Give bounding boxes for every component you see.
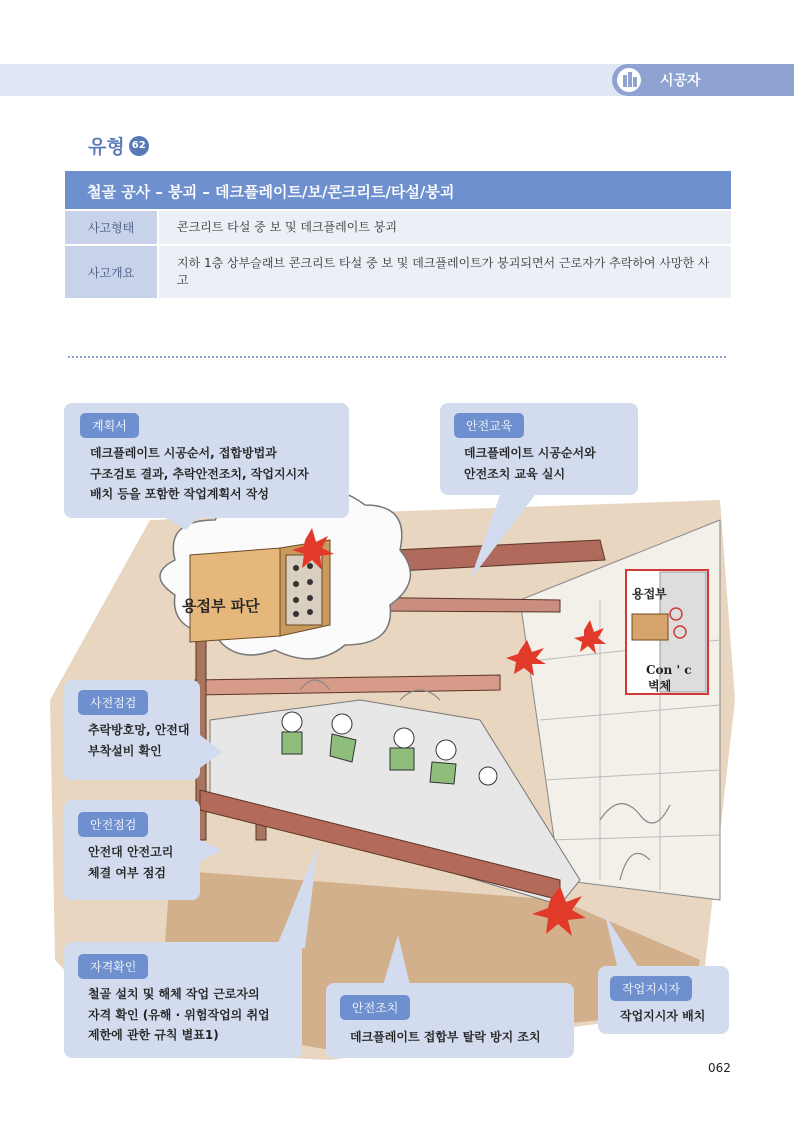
accident-type-value: 콘크리트 타설 중 보 및 데크플레이트 붕괴 bbox=[159, 211, 731, 244]
accident-summary-label: 사고개요 bbox=[65, 246, 157, 298]
supervisor-text: 작업지시자 배치 bbox=[620, 1009, 706, 1023]
ibeam-end bbox=[190, 548, 280, 642]
type-number: 62 bbox=[129, 136, 149, 156]
type-heading bbox=[88, 132, 149, 159]
accident-type-label: 사고형태 bbox=[65, 211, 157, 244]
type-label: 유형 bbox=[88, 136, 125, 158]
page-number: 062 bbox=[708, 1061, 731, 1075]
concrete-label: Con ' c bbox=[646, 663, 692, 677]
measure-tag: 안전조치 bbox=[340, 995, 410, 1020]
safetycheck-text: 안전대 안전고리 체결 여부 점검 bbox=[88, 845, 174, 880]
callout-measure bbox=[326, 983, 574, 1058]
callout-education bbox=[440, 403, 638, 495]
inset-beam bbox=[632, 614, 668, 640]
qualification-tag: 자격확인 bbox=[78, 954, 148, 979]
supervisor-tag: 작업지시자 bbox=[610, 976, 692, 1001]
accident-title: 철골 공사 – 붕괴 – 데크플레이트/보/콘크리트/타설/붕괴 bbox=[65, 171, 731, 209]
callout-supervisor bbox=[598, 966, 729, 1034]
accident-summary-row bbox=[65, 246, 731, 298]
measure-text: 데크플레이트 접합부 탈락 방지 조치 bbox=[350, 1030, 541, 1044]
accident-summary-value: 지하 1층 상부슬래브 콘크리트 타설 중 보 및 데크플레이트가 붕괴되면서 근로자가 추락하여 사망한 사고 bbox=[159, 246, 731, 298]
plan-tag: 계획서 bbox=[80, 413, 139, 438]
education-text: 데크플레이트 시공순서와 안전조치 교육 실시 bbox=[464, 446, 596, 481]
building-icon bbox=[617, 68, 641, 92]
safetycheck-tag: 안전점검 bbox=[78, 812, 148, 837]
plan-text: 데크플레이트 시공순서, 접합방법과 구조검토 결과, 추락안전조치, 작업지시자 배치 등을 포함한 작업계획서 작성 bbox=[90, 446, 309, 502]
callout-precheck bbox=[64, 680, 200, 780]
callout-qualification bbox=[64, 942, 302, 1058]
callout-safetycheck bbox=[64, 800, 200, 900]
section-divider bbox=[68, 356, 726, 358]
education-tag: 안전교육 bbox=[454, 413, 524, 438]
weld-break-label: 용접부 파단 bbox=[182, 597, 260, 615]
role-label: 시공자 bbox=[660, 73, 701, 89]
accident-type-row bbox=[65, 211, 731, 244]
precheck-text: 추락방호망, 안전대 부착설비 확인 bbox=[88, 723, 190, 758]
qualification-text: 철골 설치 및 해체 작업 근로자의 자격 확인 (유해 · 위험작업의 취업 제한에 관한 규칙 별표1) bbox=[88, 987, 270, 1043]
weld-label: 용접부 bbox=[632, 587, 667, 601]
precheck-tag: 사전점검 bbox=[78, 690, 148, 715]
role-badge bbox=[612, 64, 794, 96]
callout-plan bbox=[64, 403, 349, 518]
wall-label: 벽체 bbox=[648, 679, 672, 693]
